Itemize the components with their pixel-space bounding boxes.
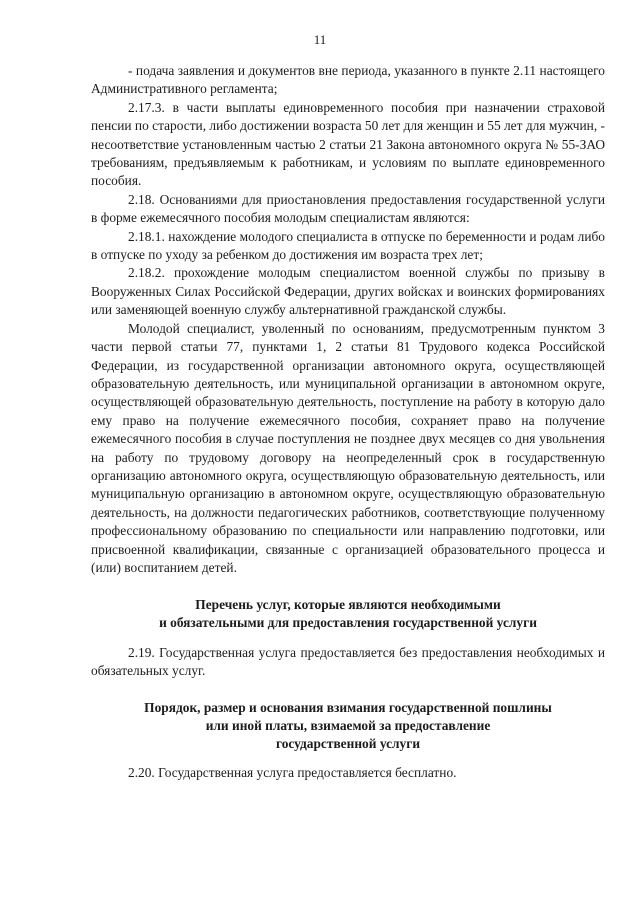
section-heading-line: и обязательными для предоставления государственной услуги — [159, 614, 537, 630]
section-heading-line: Перечень услуг, которые являются необходимыми — [195, 597, 501, 613]
paragraph-2-17-2-continuation: - подача заявления и документов вне периода, указанного в пункте 2.11 настоящего Административного регламента; — [91, 63, 605, 97]
paragraph-2-18: 2.18. Основаниями для приостановления предоставления государственной услуги в форме ежемесячного пособия молодым специалистам являются: — [91, 191, 605, 226]
section-heading-state-fee — [91, 699, 605, 752]
paragraph-2-19: 2.19. Государственная услуга предоставляется без предоставления необходимых и обязательных услуг. — [91, 644, 605, 678]
paragraph-2-18-2: 2.18.2. прохождение молодым специалистом военной службы по призыву в Вооруженных Силах Российской Федерации, других войсках и воинских формированиях или заменяющей военную службу альтернативной гражданской службы. — [91, 265, 605, 318]
document-body — [91, 62, 605, 783]
paragraph-young-specialist: Молодой специалист, уволенный по основаниям, предусмотренным пунктом 3 части первой статьи 77, пунктами 1, 2 статьи 81 Трудового кодекса Российской Федерации, из государственной организации автономного округа, осуществляющей образовательную деятельность, или муниципальной организации в автономном округе, осуществляющей образовательную деятельность, поступление на работу в которую дало ему право на получение ежемесячного пособия, сохраняет право на получение ежемесячного пособия в случае поступления не позднее двух месяцев со дня увольнения на работу по трудовому договору на неопределенный срок в государственную организацию автономного округа, осуществляющую образовательную деятельность, или муниципальную организацию в автономном округе, осуществляющую образовательную деятельность, на должности педагогических работников, соответствующие полученному профессиональному образованию по специальности или направлению подготовки, или присвоенной квалификации, связанные с организацией образовательного процесса и (или) воспитанием детей. — [91, 320, 605, 575]
section-heading-line: Порядок, размер и основания взимания государственной пошлины — [144, 700, 552, 716]
page-number: 11 — [313, 32, 327, 47]
section-heading-line: государственной услуги — [275, 735, 421, 751]
section-heading-required-services — [91, 596, 605, 631]
paragraph-2-18-1: 2.18.1. нахождение молодого специалиста в отпуске по беременности и родам либо в отпуске по уходу за ребенком до достижения им возраста трех лет; — [91, 228, 605, 263]
section-heading-line: или иной платы, взимаемой за предоставление — [205, 717, 491, 733]
paragraph-2-20: 2.20. Государственная услуга предоставляется бесплатно. — [128, 765, 457, 781]
paragraph-2-17-3: 2.17.3. в части выплаты единовременного пособия при назначении страховой пенсии по старости, либо достижении возраста 50 лет для женщин и 55 лет для мужчин, - несоответствие установленным частью 2 статьи 21 Закона автономного округа № 55-ЗАО требованиям, предъявляемым к работникам, и условиям по выплате единовременного пособия. — [91, 99, 605, 189]
